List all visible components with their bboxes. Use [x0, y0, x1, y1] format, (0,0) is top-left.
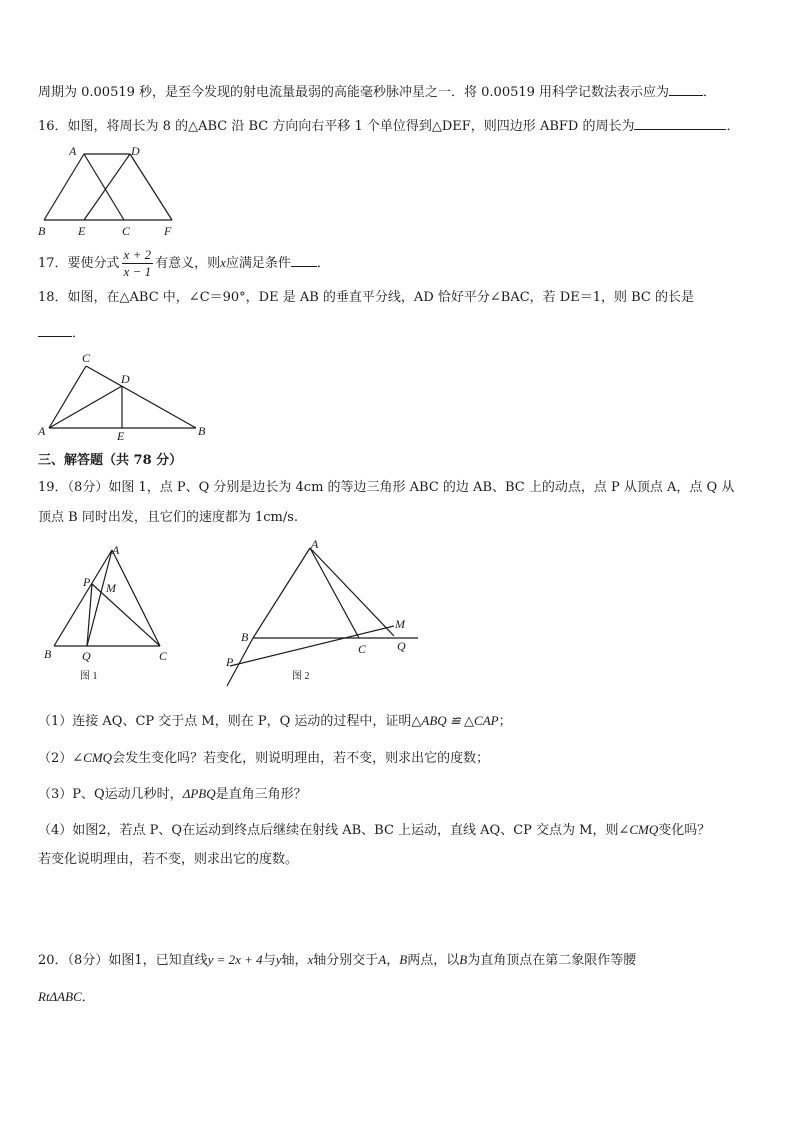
question-19-line1: 19．（8分）如图 1，点 P、Q 分别是边长为 4cm 的等边三角形 ABC 的边 AB、BC 上的动点，点 P 从顶点 A，点 Q 从: [38, 480, 735, 495]
q20-text-d: 轴分别交于: [313, 953, 379, 968]
label-Q: Q: [82, 649, 91, 663]
answer-blank[interactable]: [634, 116, 726, 130]
question-19-part-4-cont: 若变化说明理由，若不变，则求出它的度数。: [38, 852, 299, 867]
math-angle: ∠CMQ: [72, 750, 113, 765]
label-A: A: [38, 424, 46, 438]
label-B: B: [198, 424, 206, 438]
part2-prefix: （2）: [38, 751, 73, 766]
math-x: x: [220, 255, 226, 270]
math-equation: y = 2x + 4: [207, 952, 263, 967]
label-C: C: [358, 642, 367, 656]
part4-text-a: （4）如图2，若点 P、Q在运动到终点后继续在射线 AB、BC 上运动，直线 AQ、CP 交点为 M，则: [38, 823, 619, 838]
figure-19-1: [40, 540, 180, 685]
label-D: D: [131, 144, 140, 158]
question-19-part-1: [38, 712, 512, 731]
question-20-line1: [38, 951, 636, 970]
part4-text-b: 变化吗？: [658, 823, 711, 838]
q20-text-c: 轴，: [281, 953, 308, 968]
punct: ．: [81, 990, 95, 1005]
q20-text-g: 为直角顶点在第二象限作等腰: [467, 953, 637, 968]
label-B: B: [241, 630, 249, 644]
label-M: M: [395, 617, 405, 631]
q20-text-f: 两点，以: [407, 953, 460, 968]
math-x: x: [307, 952, 314, 967]
part3-text-b: 是直角三角形？: [215, 787, 307, 802]
punct: ．: [726, 119, 740, 134]
caption-fig2: 图 2: [292, 671, 310, 682]
math-congruence: △ABQ ≌ △CAP: [411, 713, 499, 728]
label-P: P: [226, 655, 234, 669]
answer-blank[interactable]: [669, 82, 703, 96]
fraction-numerator: x + 2: [123, 247, 152, 262]
caption-fig1: 图 1: [80, 671, 98, 682]
fraction-denominator: x − 1: [123, 264, 152, 279]
punct: ；: [498, 714, 512, 729]
q17-text-a: 17．要使分式: [38, 256, 120, 271]
question-19-part-3: [38, 785, 307, 804]
q20-text-b: 与: [262, 953, 276, 968]
label-C: C: [122, 224, 131, 238]
label-A: A: [69, 144, 77, 158]
math-B: B: [459, 952, 468, 967]
label-C: C: [159, 649, 168, 663]
punct: ．: [316, 256, 330, 271]
math-right-triangle: RtΔABC: [38, 989, 82, 1004]
label-B: B: [38, 224, 46, 238]
q18-text: 18．如图，在△ABC 中，∠C＝90°，DE 是 AB 的垂直平分线，AD 恰好平分∠BAC，若 DE＝1，则 BC 的长是: [38, 290, 694, 305]
question-17: [38, 246, 330, 281]
label-E: E: [117, 429, 125, 443]
label-E: E: [78, 224, 86, 238]
question-19-line2: 顶点 B 同时出发，且它们的速度都为 1cm/s.: [38, 510, 299, 525]
text-line-q15-end: [38, 82, 716, 102]
label-C: C: [82, 351, 91, 365]
label-A: A: [311, 537, 319, 551]
question-16: [38, 116, 739, 136]
label-Q: Q: [397, 639, 406, 653]
label-F: F: [164, 224, 172, 238]
figure-19-2: [222, 536, 422, 686]
part1-text: （1）连接 AQ、CP 交于点 M，则在 P，Q 运动的过程中，证明: [38, 714, 412, 729]
label-M: M: [106, 581, 116, 595]
label-A: A: [112, 543, 120, 557]
question-18: [38, 289, 694, 307]
figure-16: [36, 142, 186, 238]
question-19-part-4: [38, 821, 710, 840]
q20-text-a: 20．（8分）如图1，已知直线: [38, 953, 208, 968]
question-19-part-2: [38, 749, 489, 768]
q17-text-c: 应满足条件: [225, 256, 291, 271]
q20-text-e: ，: [386, 953, 400, 968]
part3-text-a: （3）P、Q运动几秒时，: [38, 787, 183, 802]
q17-text-b: 有意义，则: [155, 256, 221, 271]
punct: ．: [72, 326, 86, 341]
math-angle: ∠CMQ: [618, 822, 659, 837]
label-P: P: [83, 575, 91, 589]
part2-text: 会发生变化吗？若变化，则说明理由，若不变，则求出它的度数；: [112, 751, 490, 766]
question-18-cont: [38, 323, 85, 343]
punct: ．: [703, 85, 717, 100]
math-A: A: [378, 952, 387, 967]
section-3-heading: 三、解答题（共 78 分）: [38, 453, 183, 468]
label-D: D: [121, 372, 130, 386]
q16-text: 16．如图，将周长为 8 的△ABC 沿 BC 方向向右平移 1 个单位得到△DEF，则四边形 ABFD 的周长为: [38, 119, 635, 134]
math-triangle: ΔPBQ: [182, 786, 216, 801]
label-B: B: [44, 647, 52, 661]
question-20-line2: [38, 988, 95, 1007]
math-B: B: [399, 952, 408, 967]
answer-blank[interactable]: [291, 253, 317, 267]
answer-blank[interactable]: [38, 323, 72, 337]
math-y: y: [275, 952, 282, 967]
figure-18: [36, 350, 216, 442]
fraction: [122, 247, 154, 280]
q15-text: 周期为 0.00519 秒，是至今发现的射电流量最弱的高能毫秒脉冲星之一．将 0.00519 用科学记数法表示应为: [38, 85, 670, 100]
